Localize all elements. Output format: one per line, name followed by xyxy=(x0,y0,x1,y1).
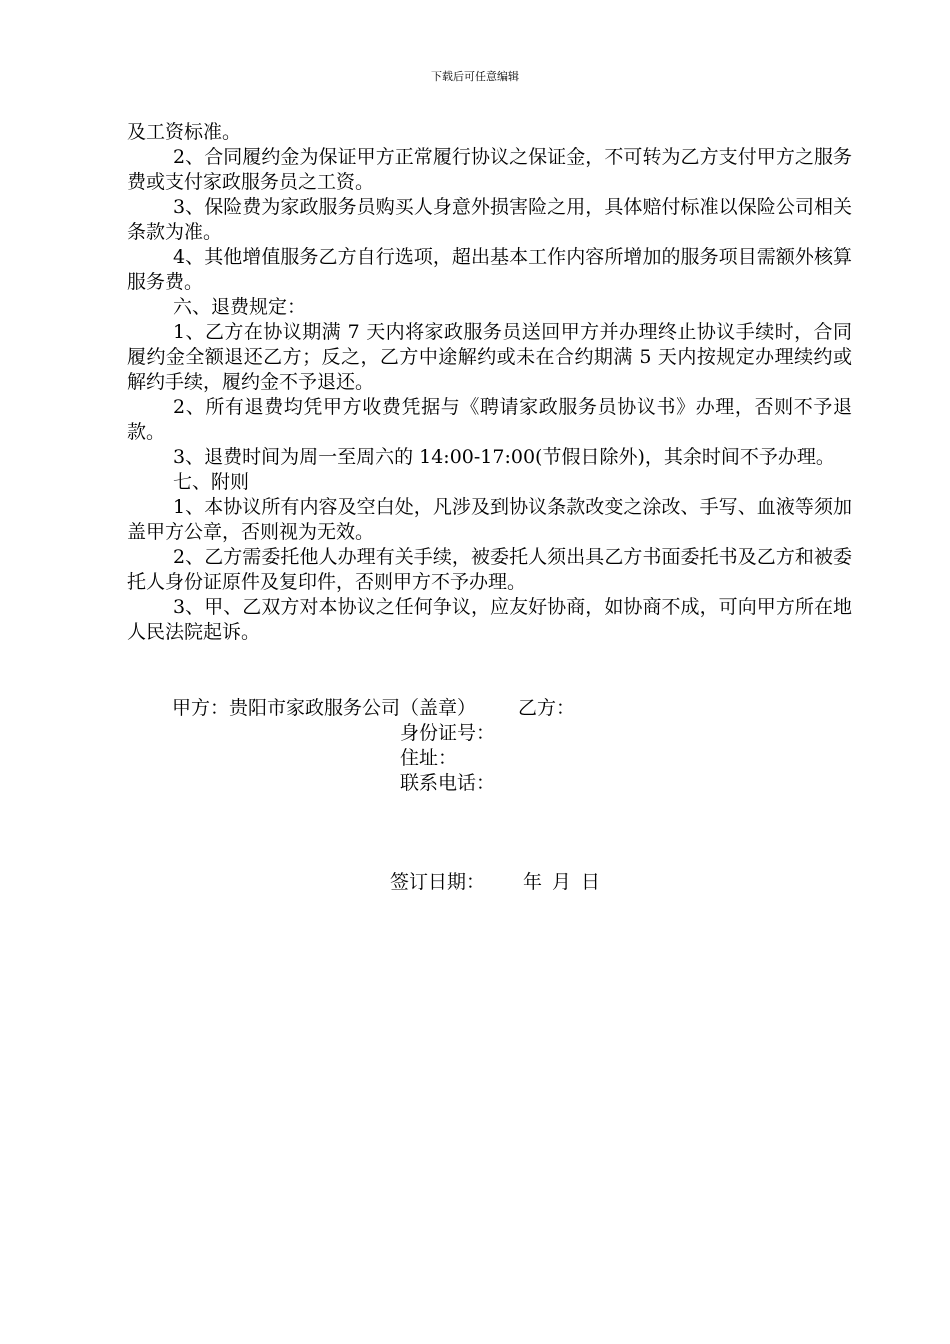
paragraph: 3、退费时间为周一至周六的 14:00-17:00(节假日除外)，其余时间不予办理。 xyxy=(173,446,835,468)
paragraph: 及工资标准。 xyxy=(127,121,242,143)
paragraph: 3、保险费为家政服务员购买人身意外损害险之用，具体赔付标准以保险公司相关条款为准。 xyxy=(127,196,852,243)
signature-parties-row xyxy=(172,696,575,721)
section-heading-appendix: 七、附则 xyxy=(173,471,250,493)
paragraph: 2、乙方需委托他人办理有关手续，被委托人须出具乙方书面委托书及乙方和被委托人身份证原件及复印件，否则甲方不予办理。 xyxy=(127,546,852,593)
paragraph: 2、合同履约金为保证甲方正常履行协议之保证金，不可转为乙方支付甲方之服务费或支付家政服务员之工资。 xyxy=(127,146,852,193)
paragraph: 2、所有退费均凭甲方收费凭据与《聘请家政服务员协议书》办理，否则不予退款。 xyxy=(127,396,852,443)
paragraph: 4、其他增值服务乙方自行选项，超出基本工作内容所增加的服务项目需额外核算服务费。 xyxy=(127,246,852,293)
document-body xyxy=(127,120,852,645)
party-a-label: 甲方：贵阳市家政服务公司（盖章） xyxy=(172,697,477,719)
paragraph: 1、乙方在协议期满 7 天内将家政服务员送回甲方并办理终止协议手续时，合同履约金全额退还乙方；反之，乙方中途解约或未在合约期满 5 天内按规定办理续约或解约手续，履约金不予退还。 xyxy=(127,321,852,393)
address-label: 住址： xyxy=(400,747,458,769)
party-b-label: 乙方： xyxy=(518,697,576,719)
id-number-label: 身份证号： xyxy=(400,722,496,744)
paragraph: 1、本协议所有内容及空白处，凡涉及到协议条款改变之涂改、手写、血液等须加盖甲方公章，否则视为无效。 xyxy=(127,496,852,543)
signature-block xyxy=(172,696,575,796)
date-month: 月 xyxy=(552,871,572,893)
paragraph: 3、甲、乙双方对本协议之任何争议，应友好协商，如协商不成，可向甲方所在地人民法院起诉。 xyxy=(127,596,852,643)
signing-date xyxy=(390,870,600,895)
date-year: 年 xyxy=(523,871,543,893)
header-note: 下载后可任意编辑 xyxy=(431,70,519,83)
phone-label: 联系电话： xyxy=(400,772,496,794)
date-label: 签订日期： xyxy=(390,871,486,893)
section-heading-refund: 六、退费规定： xyxy=(173,296,307,318)
date-day: 日 xyxy=(581,871,601,893)
